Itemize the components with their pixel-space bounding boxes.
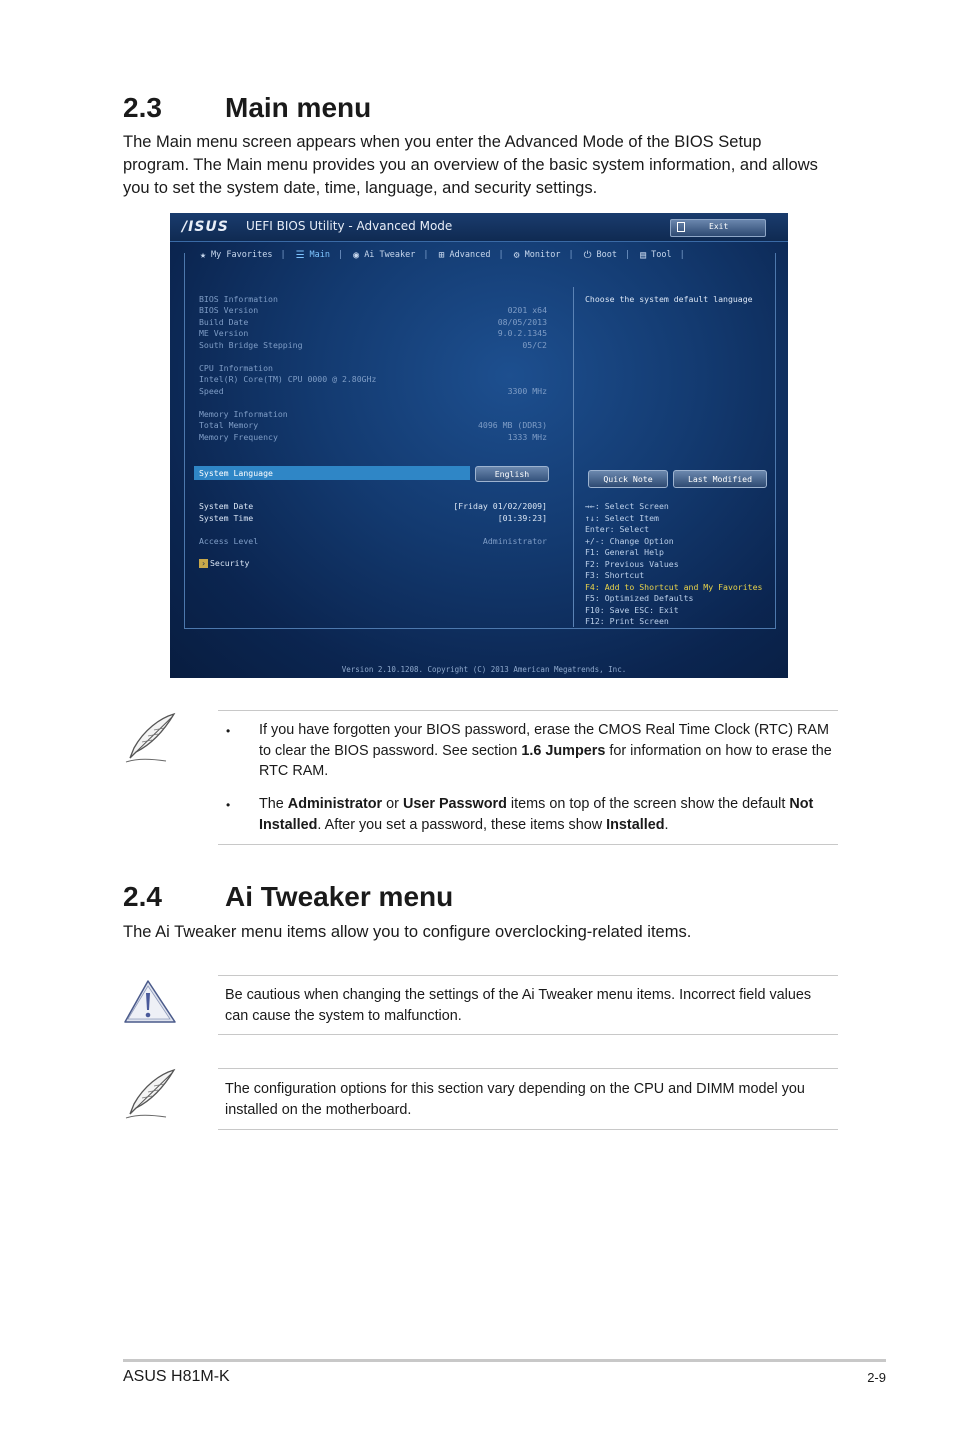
total-memory-label: Total Memory <box>199 420 259 430</box>
caution-text: Be cautious when changing the settings of the Ai Tweaker menu items. Incorrect field values can cause the system to malfunction. <box>225 987 812 1024</box>
me-version-value: 9.0.2.1345 <box>497 328 547 338</box>
footer-model: ASUS H81M-K <box>123 1368 230 1385</box>
system-language-label: System Language <box>199 468 273 478</box>
key-hint: F5: Optimized Defaults <box>585 593 694 603</box>
key-hint: +/-: Change Option <box>585 536 674 546</box>
help-description: Choose the system default language <box>585 294 753 304</box>
note-jumpers-ref: 1.6 Jumpers <box>521 742 606 759</box>
note-bottom-rule <box>218 844 838 845</box>
note-user-password: User Password <box>402 796 507 812</box>
note-top-rule <box>218 710 838 711</box>
tab-label: Main <box>309 250 331 260</box>
bios-version-label: BIOS Version <box>199 305 259 315</box>
key-hint: Enter: Select <box>585 524 650 534</box>
note-text: . <box>664 816 669 833</box>
memory-frequency-label: Memory Frequency <box>199 432 278 442</box>
system-language-select[interactable]: English <box>475 466 549 482</box>
system-language-row[interactable] <box>194 466 470 480</box>
bullet-dot: • <box>226 798 231 812</box>
note-text: . After you set a password, these items show <box>317 816 607 833</box>
key-hint: →←: Select Screen <box>585 501 669 511</box>
tab-label: Boot <box>596 250 617 260</box>
bios-title-bar <box>170 213 788 242</box>
note-cpu-dimm: The configuration options for this section vary depending on the CPU and DIMM model you installed on the motherboard. <box>225 1081 805 1118</box>
tab-label: Tool <box>651 250 672 260</box>
power-icon: ⏻ <box>583 249 592 261</box>
exit-label: Exit <box>709 222 729 231</box>
note-bios-password <box>259 720 839 782</box>
submenu-arrow-icon: › <box>199 559 208 568</box>
key-hint: F1: General Help <box>585 547 664 557</box>
section-number: 2.4 <box>123 881 162 912</box>
security-label: Security <box>210 558 250 568</box>
build-date-label: Build Date <box>199 317 249 327</box>
monitor-icon: ⚙ <box>513 249 520 261</box>
key-hint: F3: Shortcut <box>585 570 645 580</box>
ai-tweaker-intro: The Ai Tweaker menu items allow you to configure overclocking-related items. <box>123 923 692 941</box>
bios-info-heading: BIOS Information <box>199 294 278 304</box>
total-memory-value: 4096 MB (DDR3) <box>477 420 547 430</box>
exit-button[interactable] <box>670 219 766 237</box>
note2-top-rule <box>218 1068 838 1069</box>
build-date-value: 08/05/2013 <box>497 317 547 327</box>
note-text: If you have forgotten your BIOS password, erase the CMOS Real Time Clock (RTC) RAM to clear the BIOS password. See section <box>259 722 829 759</box>
key-hint: ↑↓: Select Item <box>585 513 659 523</box>
caution-bottom-rule <box>218 1034 838 1035</box>
speed-label: Speed <box>199 386 224 396</box>
note-installed: Installed <box>606 816 665 833</box>
bios-title: UEFI BIOS Utility - Advanced Mode <box>246 219 453 233</box>
tool-icon: ▤ <box>640 249 647 261</box>
asus-logo: /ISUS <box>182 219 229 235</box>
tweak-icon: ◉ <box>353 249 360 261</box>
sb-stepping-value: 05/C2 <box>522 340 547 350</box>
note-password-items <box>259 794 839 835</box>
tab-tool[interactable]: ▤ Tool | <box>640 249 685 261</box>
last-modified-button[interactable]: Last Modified <box>673 470 767 488</box>
system-time-value[interactable]: [01:39:23] <box>497 513 547 523</box>
note-text: The <box>259 796 288 812</box>
note-not-installed: Not Installed <box>259 796 814 833</box>
caution-top-rule <box>218 975 838 976</box>
tab-boot[interactable]: ⏻ Boot | <box>583 249 631 261</box>
section-heading-ai-tweaker <box>123 881 623 915</box>
bios-screenshot <box>170 213 788 678</box>
note-text: or <box>382 796 403 812</box>
bios-menu-tabs <box>200 248 695 262</box>
key-hint: F2: Previous Values <box>585 559 679 569</box>
system-date-value[interactable]: [Friday 01/02/2009] <box>453 501 547 511</box>
tab-label: Advanced <box>449 250 491 260</box>
bios-copyright: Version 2.10.1208. Copyright (C) 2013 American Megatrends, Inc. <box>341 665 627 674</box>
exit-door-icon <box>677 222 685 232</box>
system-time-label: System Time <box>199 513 254 523</box>
section-title: Main menu <box>225 92 372 123</box>
sb-stepping-label: South Bridge Stepping <box>199 340 303 350</box>
system-date-label: System Date <box>199 501 254 511</box>
security-submenu[interactable] <box>199 558 249 568</box>
key-hint: F10: Save ESC: Exit <box>585 605 679 615</box>
tab-ai-tweaker[interactable]: ◉ Ai Tweaker | <box>353 249 429 261</box>
bios-panel-divider <box>573 287 574 627</box>
list-icon: ☰ <box>295 249 305 261</box>
advanced-icon: ⊞ <box>438 249 445 261</box>
bullet-dot: • <box>226 724 231 738</box>
tab-advanced[interactable]: ⊞ Advanced | <box>438 249 504 261</box>
tab-my-favorites[interactable]: ★ My Favorites | <box>200 249 286 261</box>
feather-pen-icon <box>122 712 178 766</box>
bios-version-footer <box>170 665 788 674</box>
quick-note-button[interactable]: Quick Note <box>588 470 668 488</box>
tab-label: Ai Tweaker <box>364 250 416 260</box>
key-hint: F12: Print Screen <box>585 616 669 626</box>
note-text: items on top of the screen show the default <box>506 796 790 812</box>
star-icon: ★ <box>200 249 207 261</box>
memory-frequency-value: 1333 MHz <box>507 432 547 442</box>
section-number: 2.3 <box>123 92 162 123</box>
note2-bottom-rule <box>218 1129 838 1130</box>
main-menu-intro: The Main menu screen appears when you enter the Advanced Mode of the BIOS Setup program. The Main menu provides you an overview of the basic system information, and allows you to set the system date, time, language, and security settings. <box>123 133 818 197</box>
key-hint: F4: Add to Shortcut and My Favorites <box>585 582 763 592</box>
footer-page-number: 2-9 <box>867 1370 886 1385</box>
section-title: Ai Tweaker menu <box>225 881 454 912</box>
bios-version-value: 0201 x64 <box>507 305 547 315</box>
tab-label: Monitor <box>524 250 561 260</box>
tab-label: My Favorites <box>211 250 273 260</box>
feather-pen-icon <box>122 1068 178 1122</box>
note-administrator: Administrator <box>287 796 383 812</box>
me-version-label: ME Version <box>199 328 249 338</box>
tab-main[interactable]: ☰ Main | <box>295 249 344 261</box>
footer-rule <box>123 1359 886 1362</box>
tab-monitor[interactable]: ⚙ Monitor | <box>513 249 574 261</box>
access-level-value: Administrator <box>482 536 547 546</box>
cpu-name: Intel(R) Core(TM) CPU 0000 @ 2.80GHz <box>199 374 377 384</box>
speed-value: 3300 MHz <box>507 386 547 396</box>
warning-triangle-icon <box>122 978 178 1026</box>
section-heading-main-menu <box>123 92 623 126</box>
access-level-label: Access Level <box>199 536 259 546</box>
memory-info-heading: Memory Information <box>199 409 288 419</box>
cpu-info-heading: CPU Information <box>199 363 273 373</box>
note-text: for information on how to erase the RTC RAM. <box>259 742 832 779</box>
